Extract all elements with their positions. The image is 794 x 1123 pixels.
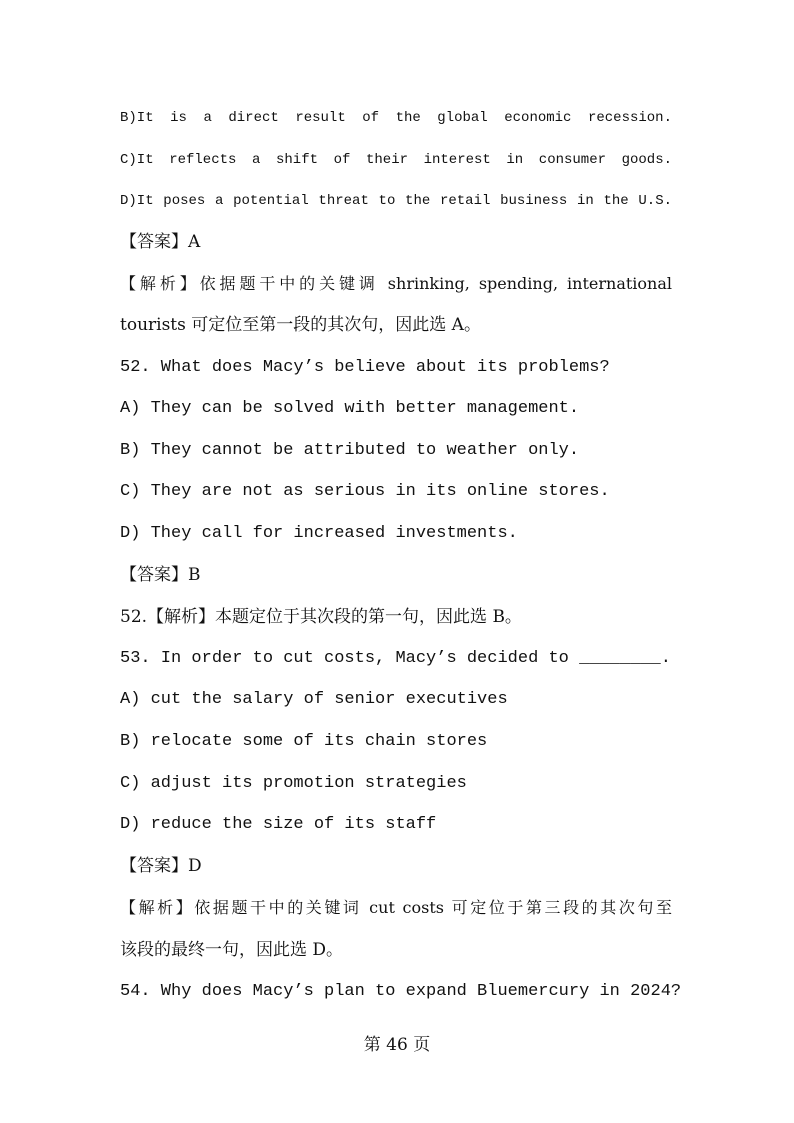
q53-option-c: C) adjust its promotion strategies [120, 774, 467, 793]
q54-question: 54. Why does Macy’s plan to expand Bluemercury in 2024? [120, 982, 682, 1001]
q52-question: 52. What does Macy’s believe about its problems? [120, 358, 610, 377]
q51-option-b: B)It is a direct result of the global economic recession. [120, 110, 672, 126]
q52-option-c: C) They are not as serious in its online stores. [120, 482, 610, 501]
q53-analysis-line2: 该段的最终一句，因此选 D。 [120, 940, 344, 960]
q52-option-b: B) They cannot be attributed to weather only. [120, 441, 580, 460]
q51-analysis-line1: 【解析】依据题干中的关键调 shrinking, spending, international [120, 274, 672, 293]
q53-option-b: B) relocate some of its chain stores [120, 732, 488, 751]
q51-answer: 【答案】A [120, 232, 201, 252]
q53-analysis-line1: 【解析】依据题干中的关键词 cut costs 可定位于第三段的其次句至 [120, 898, 672, 917]
q53-option-a: A) cut the salary of senior executives [120, 690, 508, 709]
q52-analysis: 52.【解析】本题定位于其次段的第一句，因此选 B。 [120, 607, 522, 627]
q53-option-d: D) reduce the size of its staff [120, 815, 437, 834]
page-number: 第 46 页 [363, 1035, 431, 1055]
q51-option-d: D)It poses a potential threat to the retail business in the U.S. [120, 193, 672, 209]
q52-answer: 【答案】B [120, 565, 201, 585]
q51-analysis-line2: tourists 可定位至第一段的其次句，因此选 A。 [120, 315, 481, 335]
q51-option-c: C)It reflects a shift of their interest in consumer goods. [120, 152, 672, 168]
q53-question: 53. In order to cut costs, Macy’s decided to ________. [120, 649, 671, 668]
q52-option-d: D) They call for increased investments. [120, 524, 518, 543]
q52-option-a: A) They can be solved with better management. [120, 399, 580, 418]
q53-answer: 【答案】D [120, 856, 202, 876]
